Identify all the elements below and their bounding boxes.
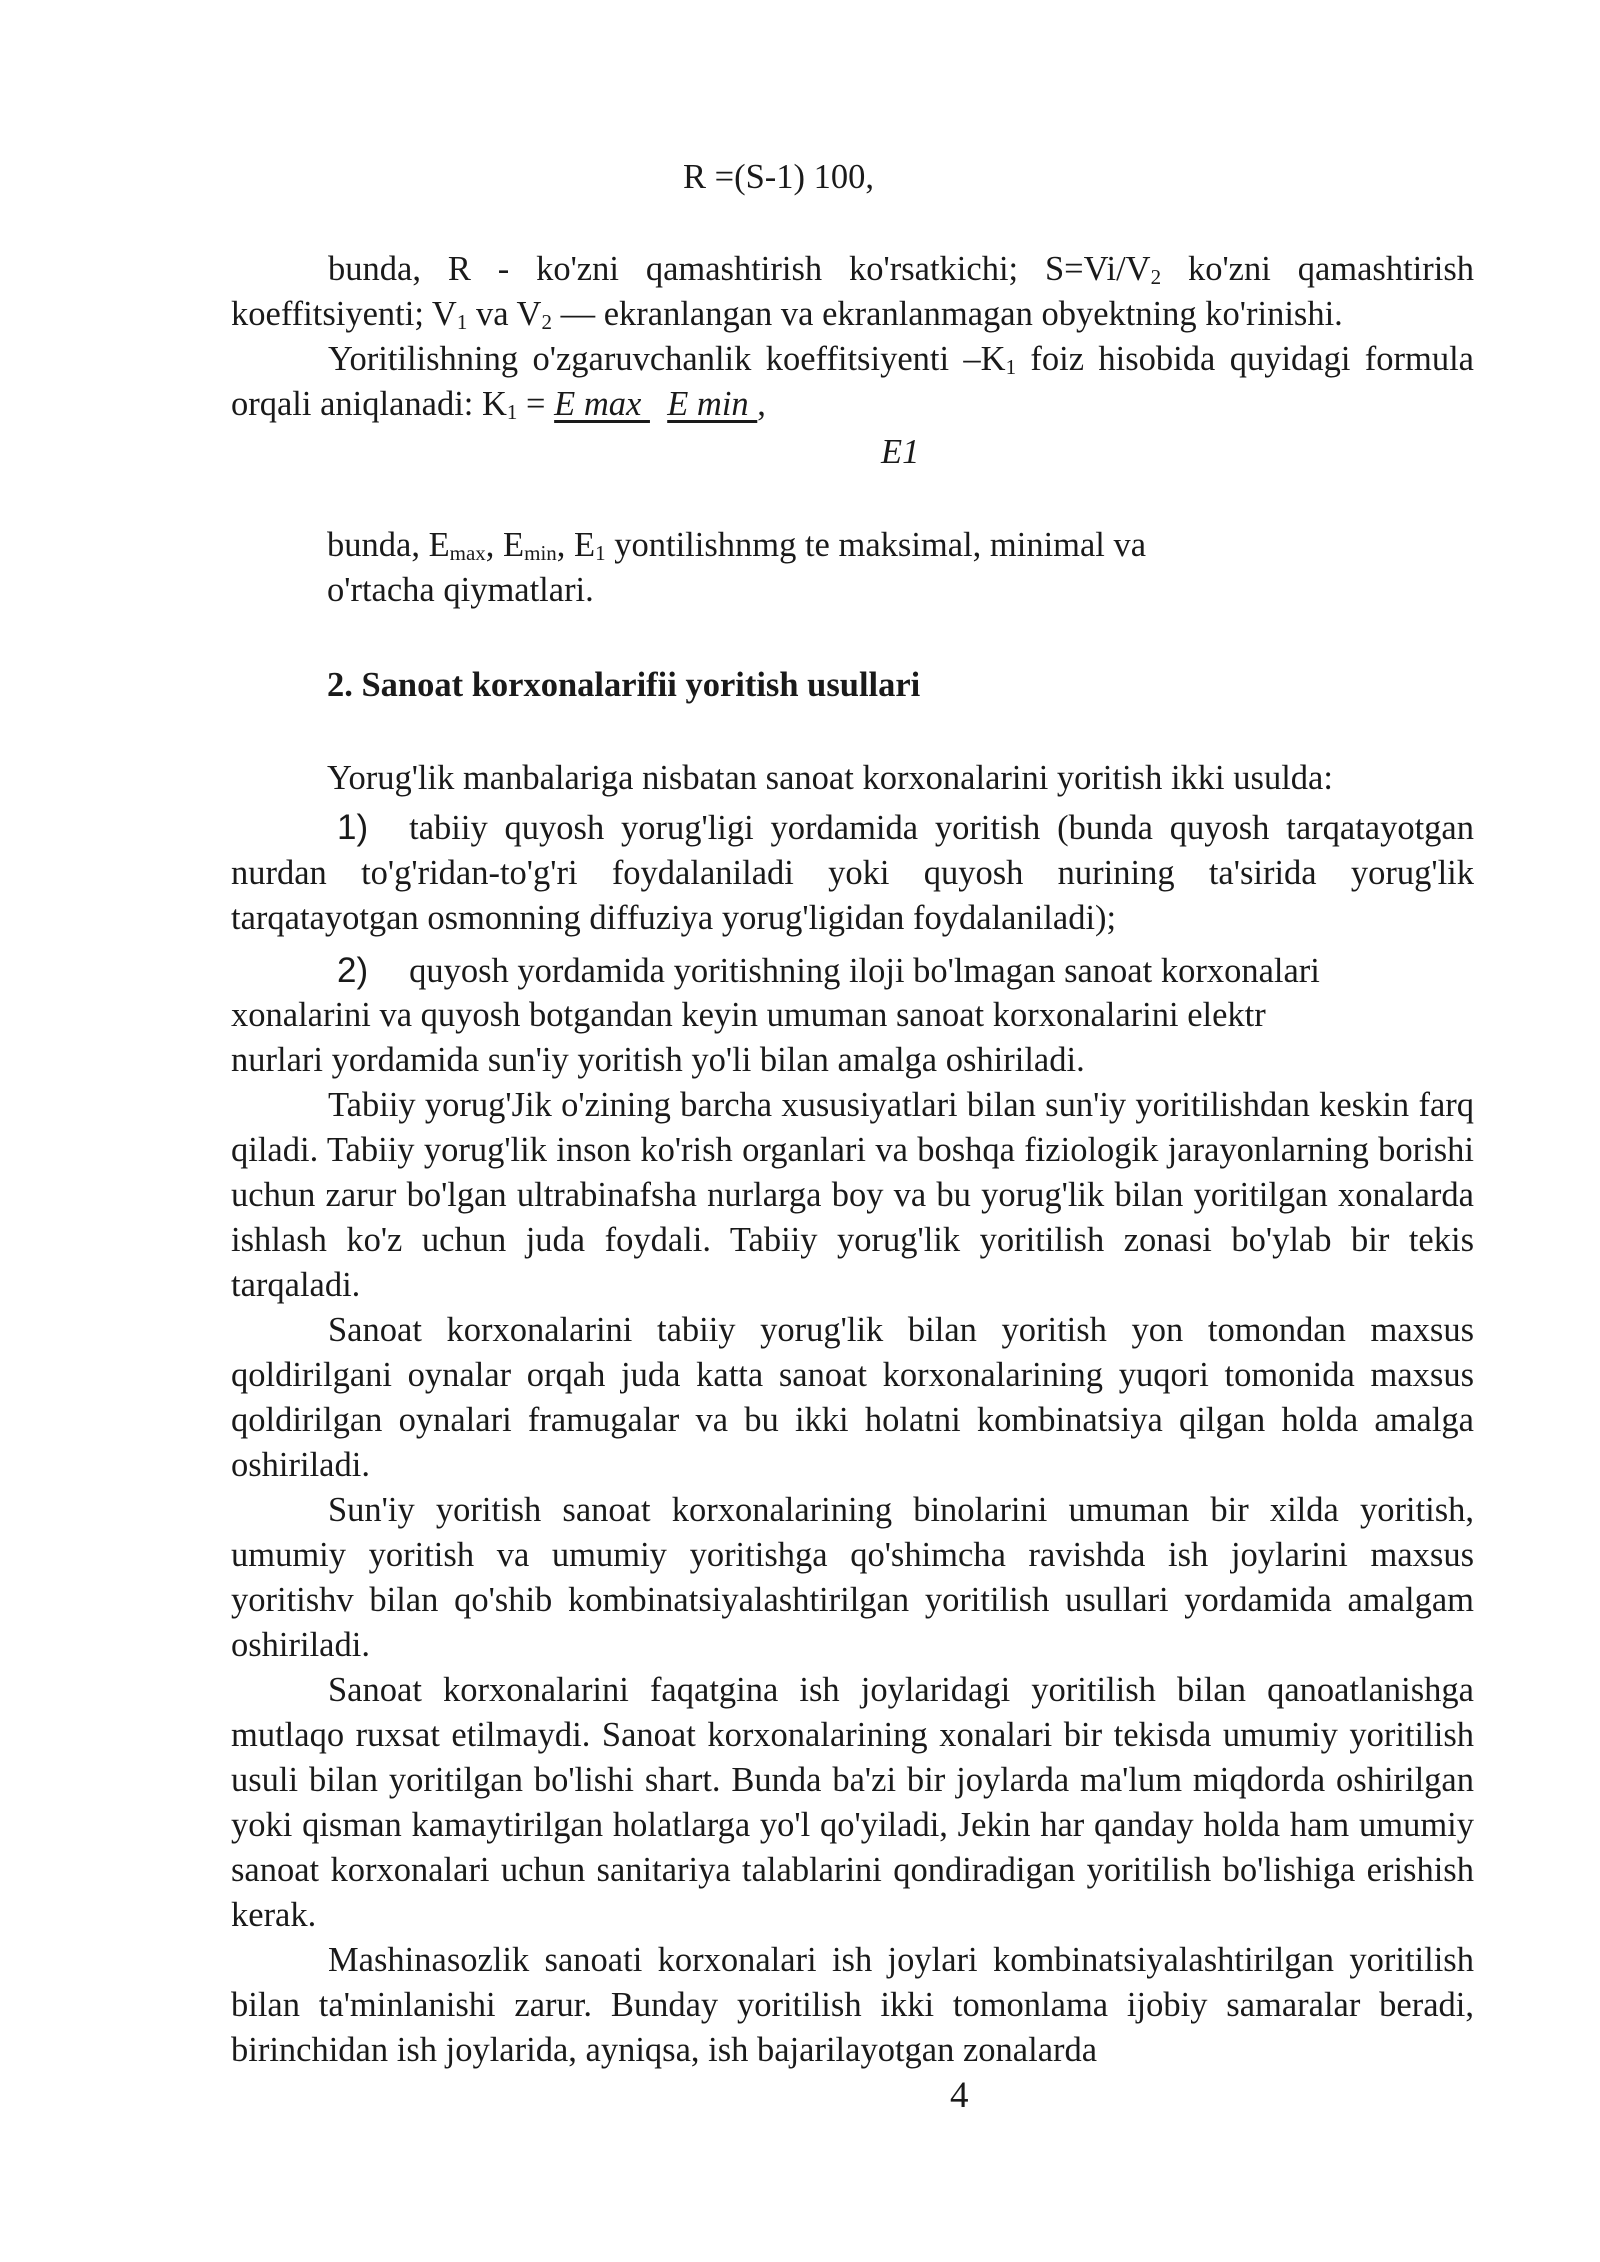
- formula-numerator-min: E min: [667, 385, 758, 423]
- formula-numerator-max: E max: [554, 385, 650, 423]
- paragraph-intro: Yorug'lik manbalariga nisbatan sanoat korxonalarini yoritish ikki usulda:: [327, 759, 1333, 797]
- paragraph-workplace-light: Sanoat korxonalarini faqatgina ish joylaridagi yoritilish bilan qanoatlanishga mutlaqo ruxsat etilmaydi. Sanoat korxonalarining xonalari bir tekisda umumiy yoritilish usuli bilan yoritilgan bo'lishi shart. Bunda ba'zi bir joylarda ma'lum miqdorda oshirilgan yoki qisman kamaytirilgan holatlarga yo'l qo'yiladi, Jekin har qanday holda ham umumiy sanoat korxonalari uchun sanitariya talablarini qondiradigan yoritilish bo'lishiga erishish kerak.: [231, 1671, 1474, 1934]
- list-item-1: 1) tabiiy quyosh yorug'ligi yordamida yoritish (bunda quyosh tarqatayotgan nurdan to'g'ridan-to'g'ri foydalaniladi yoki quyosh nurining ta'sirida yorug'lik tarqatayotgan osmonning diffuziya yorug'ligidan foydalaniladi);: [231, 808, 1474, 937]
- list-item-2-line3: nurlari yordamida sun'iy yoritish yo'li bilan amalga oshiriladi.: [231, 1041, 1085, 1079]
- page-number: 4: [950, 2075, 969, 2116]
- paragraph-variability: Yoritilishning o'zgaruvchanlik koeffitsiyenti $-K_1$ foiz hisobida quyidagi formula orqali aniqlanadi: $K_1 = E$ max E min ,: [231, 340, 1474, 424]
- paragraph-glare: bunda, R - ko'zni qamashtirish ko'rsatkichi; $S=Vi/V_2$ ko'zni qamashtirish koeffitsiyenti; $V_1$ va $V_2$ — ekranlangan va ekranlanmagan obyektning ko'rinishi.: [231, 250, 1475, 334]
- paragraph-emax-line2: o'rtacha qiymatlari.: [327, 571, 594, 609]
- formula-r: R =(S-1) 100,: [683, 158, 874, 196]
- formula-denominator: E1: [881, 433, 920, 471]
- list-number-1: 1): [337, 808, 369, 847]
- paragraph-artificial-light: Sun'iy yoritish sanoat korxonalarining binolarini umuman bir xilda yoritish, umumiy yoritish va umumiy yoritishga qo'shimcha ravishda ish joylarini maxsus yoritishv bilan qo'shib kombinatsiyalashtirilgan yoritilish usullari yordamida amalgam oshiriladi.: [231, 1491, 1474, 1664]
- paragraph-machine-building: Mashinasozlik sanoati korxonalari ish joylari kombinatsiyalashtirilgan yoritilish bilan ta'minlanishi zarur. Bunday yoritilish ikki tomonlama ijobiy samaralar beradi, birinchidan ish joylarida, ayniqsa, ish bajarilayotgan zonalarda: [231, 1941, 1474, 2069]
- paragraph-natural-light: Tabiiy yorug'Jik o'zining barcha xususiyatlari bilan sun'iy yoritilishdan keskin farq qiladi. Tabiiy yorug'lik inson ko'rish organlari va boshqa fiziologik jarayonlarning borishi uchun zarur bo'lgan ultrabinafsha nurlarga boy va bu yorug'lik bilan yoritilgan xonalarda ishlash ko'z uchun juda foydali. Tabiiy yorug'lik yoritilish zonasi bo'ylab bir tekis tarqaladi.: [231, 1086, 1474, 1304]
- section-heading: 2. Sanoat korxonalarifii yoritish usullari: [327, 666, 921, 704]
- paragraph-emax-line1: bunda, $E_{max}$, $E_{min}$, $E_1$ yontilishnmg te maksimal, minimal va: [327, 526, 1147, 565]
- list-item-2-line2: xonalarini va quyosh botgandan keyin umuman sanoat korxonalarini elektr: [231, 996, 1266, 1034]
- list-item-2-line1: 2) quyosh yordamida yoritishning iloji bo'lmagan sanoat korxonalari: [337, 951, 1320, 990]
- paragraph-natural-methods: Sanoat korxonalarini tabiiy yorug'lik bilan yoritish yon tomondan maxsus qoldirilgani oynalar orqah juda katta sanoat korxonalarining yuqori tomonida maxsus qoldirilgan oynalari framugalar va bu ikki holatni kombinatsiya qilgan holda amalga oshiriladi.: [231, 1311, 1474, 1484]
- list-number-2: 2): [337, 951, 369, 990]
